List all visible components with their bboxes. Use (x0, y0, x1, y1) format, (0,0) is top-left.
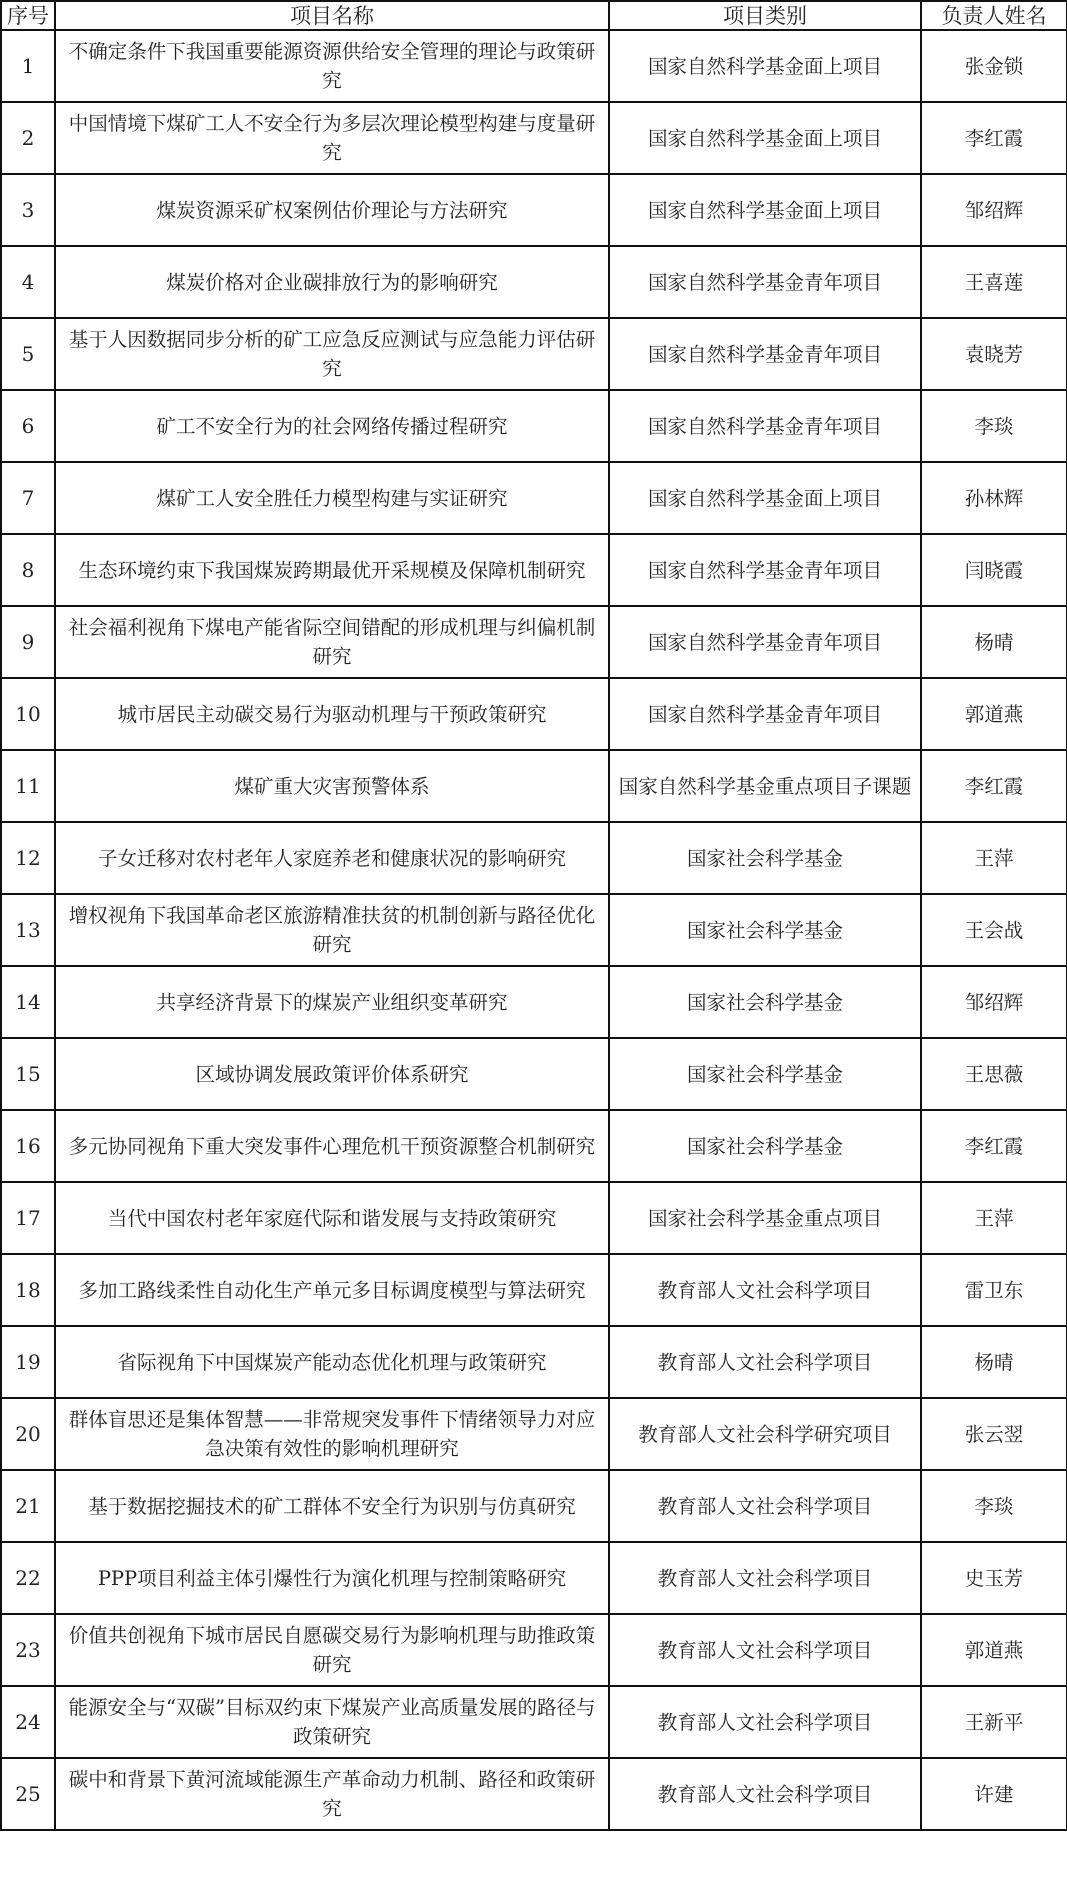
row-number: 12 (1, 822, 55, 894)
leader-name: 王会战 (921, 894, 1067, 966)
project-name: 生态环境约束下我国煤炭跨期最优开采规模及保障机制研究 (55, 534, 609, 606)
project-name: 煤炭资源采矿权案例估价理论与方法研究 (55, 174, 609, 246)
leader-name: 王新平 (921, 1686, 1067, 1758)
project-category: 国家自然科学基金重点项目子课题 (609, 750, 921, 822)
table-row (1, 822, 1067, 894)
table-row (1, 246, 1067, 318)
leader-name: 郭道燕 (921, 678, 1067, 750)
project-category: 国家社会科学基金 (609, 822, 921, 894)
project-category: 国家自然科学基金青年项目 (609, 246, 921, 318)
table-row (1, 1758, 1067, 1830)
project-category: 国家自然科学基金面上项目 (609, 462, 921, 534)
project-category: 教育部人文社会科学研究项目 (609, 1398, 921, 1470)
table-row (1, 1038, 1067, 1110)
row-number: 4 (1, 246, 55, 318)
project-name: 省际视角下中国煤炭产能动态优化机理与政策研究 (55, 1326, 609, 1398)
project-name: 煤矿重大灾害预警体系 (55, 750, 609, 822)
leader-name: 孙林辉 (921, 462, 1067, 534)
project-category: 教育部人文社会科学项目 (609, 1686, 921, 1758)
project-category: 国家自然科学基金面上项目 (609, 174, 921, 246)
project-name: 中国情境下煤矿工人不安全行为多层次理论模型构建与度量研究 (55, 102, 609, 174)
project-category: 国家社会科学基金 (609, 1038, 921, 1110)
table-row (1, 1614, 1067, 1686)
project-category: 教育部人文社会科学项目 (609, 1470, 921, 1542)
row-number: 25 (1, 1758, 55, 1830)
project-name: 子女迁移对农村老年人家庭养老和健康状况的影响研究 (55, 822, 609, 894)
table-row (1, 1542, 1067, 1614)
table-row (1, 750, 1067, 822)
table-row (1, 1254, 1067, 1326)
header-number: 序号 (1, 1, 55, 30)
project-name: 价值共创视角下城市居民自愿碳交易行为影响机理与助推政策研究 (55, 1614, 609, 1686)
project-category: 教育部人文社会科学项目 (609, 1758, 921, 1830)
project-name: 煤炭价格对企业碳排放行为的影响研究 (55, 246, 609, 318)
row-number: 8 (1, 534, 55, 606)
project-name: 群体盲思还是集体智慧——非常规突发事件下情绪领导力对应急决策有效性的影响机理研究 (55, 1398, 609, 1470)
table-row (1, 1110, 1067, 1182)
project-category: 国家自然科学基金面上项目 (609, 30, 921, 102)
leader-name: 王喜莲 (921, 246, 1067, 318)
table-row (1, 1398, 1067, 1470)
header-leader-name: 负责人姓名 (921, 1, 1067, 30)
row-number: 18 (1, 1254, 55, 1326)
table-row (1, 390, 1067, 462)
project-name: 能源安全与“双碳”目标双约束下煤炭产业高质量发展的路径与政策研究 (55, 1686, 609, 1758)
table-row (1, 318, 1067, 390)
row-number: 7 (1, 462, 55, 534)
header-project-name: 项目名称 (55, 1, 609, 30)
row-number: 22 (1, 1542, 55, 1614)
table-row (1, 894, 1067, 966)
project-name: 区域协调发展政策评价体系研究 (55, 1038, 609, 1110)
leader-name: 史玉芳 (921, 1542, 1067, 1614)
table-row (1, 606, 1067, 678)
row-number: 5 (1, 318, 55, 390)
header-project-category: 项目类别 (609, 1, 921, 30)
leader-name: 张金锁 (921, 30, 1067, 102)
leader-name: 杨晴 (921, 1326, 1067, 1398)
table-row (1, 966, 1067, 1038)
project-category: 国家自然科学基金青年项目 (609, 606, 921, 678)
table-row (1, 462, 1067, 534)
project-name: 不确定条件下我国重要能源资源供给安全管理的理论与政策研究 (55, 30, 609, 102)
project-name: 共享经济背景下的煤炭产业组织变革研究 (55, 966, 609, 1038)
row-number: 2 (1, 102, 55, 174)
leader-name: 李红霞 (921, 102, 1067, 174)
project-name: 基于人因数据同步分析的矿工应急反应测试与应急能力评估研究 (55, 318, 609, 390)
table-row (1, 678, 1067, 750)
project-category: 国家社会科学基金重点项目 (609, 1182, 921, 1254)
project-category: 国家社会科学基金 (609, 1110, 921, 1182)
row-number: 23 (1, 1614, 55, 1686)
project-name: PPP项目利益主体引爆性行为演化机理与控制策略研究 (55, 1542, 609, 1614)
project-name: 当代中国农村老年家庭代际和谐发展与支持政策研究 (55, 1182, 609, 1254)
row-number: 13 (1, 894, 55, 966)
row-number: 15 (1, 1038, 55, 1110)
project-category: 国家社会科学基金 (609, 966, 921, 1038)
project-category: 教育部人文社会科学项目 (609, 1542, 921, 1614)
table-row (1, 1470, 1067, 1542)
project-category: 国家自然科学基金青年项目 (609, 390, 921, 462)
leader-name: 王萍 (921, 822, 1067, 894)
leader-name: 李红霞 (921, 1110, 1067, 1182)
row-number: 24 (1, 1686, 55, 1758)
project-name: 城市居民主动碳交易行为驱动机理与干预政策研究 (55, 678, 609, 750)
table-row (1, 1326, 1067, 1398)
leader-name: 闫晓霞 (921, 534, 1067, 606)
leader-name: 王萍 (921, 1182, 1067, 1254)
leader-name: 郭道燕 (921, 1614, 1067, 1686)
row-number: 19 (1, 1326, 55, 1398)
table-row (1, 174, 1067, 246)
project-name: 矿工不安全行为的社会网络传播过程研究 (55, 390, 609, 462)
leader-name: 王思薇 (921, 1038, 1067, 1110)
table-row (1, 30, 1067, 102)
leader-name: 邹绍辉 (921, 174, 1067, 246)
table-row (1, 1686, 1067, 1758)
header-row (1, 1, 1067, 30)
leader-name: 邹绍辉 (921, 966, 1067, 1038)
project-category: 国家自然科学基金青年项目 (609, 678, 921, 750)
project-category: 国家社会科学基金 (609, 894, 921, 966)
leader-name: 许建 (921, 1758, 1067, 1830)
row-number: 11 (1, 750, 55, 822)
row-number: 6 (1, 390, 55, 462)
leader-name: 杨晴 (921, 606, 1067, 678)
leader-name: 李红霞 (921, 750, 1067, 822)
project-category: 国家自然科学基金青年项目 (609, 318, 921, 390)
row-number: 10 (1, 678, 55, 750)
project-category: 国家自然科学基金面上项目 (609, 102, 921, 174)
table-header (1, 1, 1067, 30)
table-row (1, 102, 1067, 174)
project-name: 多加工路线柔性自动化生产单元多目标调度模型与算法研究 (55, 1254, 609, 1326)
project-name: 基于数据挖掘技术的矿工群体不安全行为识别与仿真研究 (55, 1470, 609, 1542)
project-category: 教育部人文社会科学项目 (609, 1254, 921, 1326)
leader-name: 雷卫东 (921, 1254, 1067, 1326)
row-number: 20 (1, 1398, 55, 1470)
leader-name: 李琰 (921, 390, 1067, 462)
row-number: 14 (1, 966, 55, 1038)
table-row (1, 1182, 1067, 1254)
row-number: 1 (1, 30, 55, 102)
project-category: 教育部人文社会科学项目 (609, 1326, 921, 1398)
table-row (1, 534, 1067, 606)
row-number: 9 (1, 606, 55, 678)
project-name: 煤矿工人安全胜任力模型构建与实证研究 (55, 462, 609, 534)
row-number: 21 (1, 1470, 55, 1542)
table-body (1, 30, 1067, 1830)
leader-name: 袁晓芳 (921, 318, 1067, 390)
project-name: 碳中和背景下黄河流域能源生产革命动力机制、路径和政策研究 (55, 1758, 609, 1830)
project-category: 国家自然科学基金青年项目 (609, 534, 921, 606)
row-number: 3 (1, 174, 55, 246)
project-name: 多元协同视角下重大突发事件心理危机干预资源整合机制研究 (55, 1110, 609, 1182)
project-name: 社会福利视角下煤电产能省际空间错配的形成机理与纠偏机制研究 (55, 606, 609, 678)
row-number: 17 (1, 1182, 55, 1254)
project-name: 增权视角下我国革命老区旅游精准扶贫的机制创新与路径优化研究 (55, 894, 609, 966)
leader-name: 张云翌 (921, 1398, 1067, 1470)
leader-name: 李琰 (921, 1470, 1067, 1542)
project-category: 教育部人文社会科学项目 (609, 1614, 921, 1686)
row-number: 16 (1, 1110, 55, 1182)
